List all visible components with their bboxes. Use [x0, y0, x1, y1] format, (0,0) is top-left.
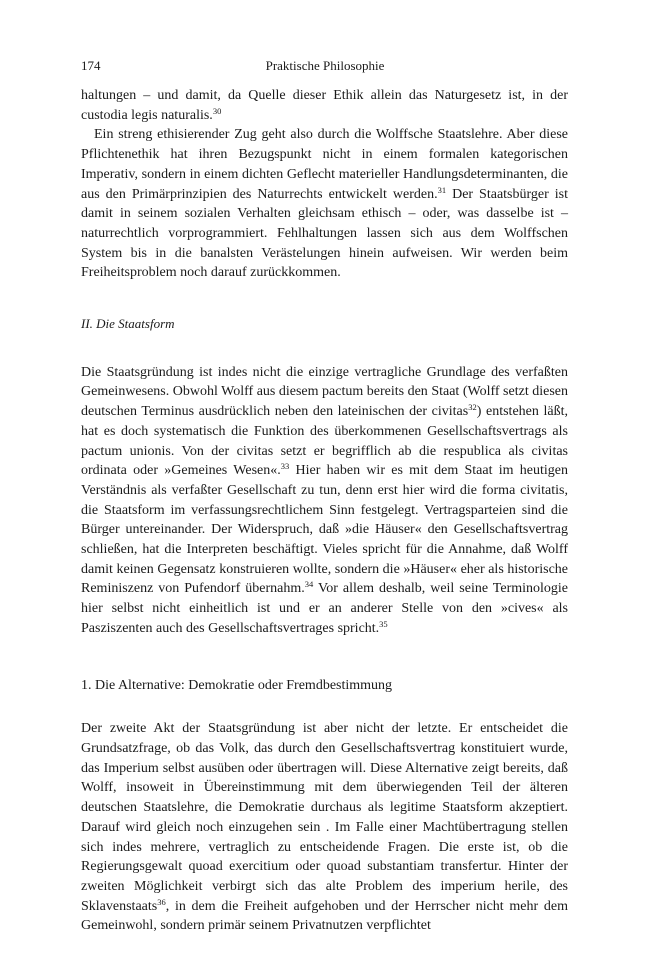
footnote-ref: 31: [437, 184, 447, 195]
footnote-ref: 35: [379, 618, 388, 629]
body-text: [81, 86, 568, 936]
footnote-ref: 33: [280, 461, 290, 472]
footnote-ref: 32: [468, 402, 477, 413]
text-run: Der zweite Akt der Staatsgründung ist aber nicht der letzte. Er entscheidet die Grundsatzfrage, ob das Volk, das durch den Gesellschaftsvertrag konstituiert wurde, das Imperium selbst ausüben oder übertragen will. Diese Alternative zeigt bereits, daß Wolff, insoweit in Übereinstimmung mit dem überwiegenden Teil der älteren deutschen Staatslehre, die Demokratie durchaus als legitime Staatsform akzeptiert. Darauf wird gleich noch einzugehen sein . Im Falle einer Machtübertragung stellen sich indes mehrere, vertraglich zu entscheidende Fragen. Die erste ist, ob die Regierungsgewalt quoad exercitium oder quoad substantiam transfertur. Hinter der zweiten Möglichkeit verbirgt sich das alte Problem des imperium herile, des Sklavenstaats: [81, 721, 568, 914]
footnote-ref: 30: [212, 105, 222, 116]
paragraph-2: [81, 125, 568, 283]
text-run: ) entstehen läßt, hat es doch systematisch die Funktion des überkommenen Gesellschaftsvertrags als pactum unionis. Von der civitas setzt er begrifflich ab die respublica als civitas ordinata oder »Gemeines Wesen«.: [81, 404, 568, 479]
text-run: Hier haben wir es mit dem Staat im heutigen Verständnis als verfaßter Gesellschaft zu tun, denn erst hier wird die forma civitatis, die Staatsform im verfassungsrechtlichem Sinn festgelegt. Vertragsparteien sind die Bürger untereinander. Der Widerspruch, daß »die Häuser« den Gesellschaftsvertrag schließen, hat die Interpreten beschäftigt. Vieles spricht für die Annahme, daß Wolff damit keinen Gegensatz konstruieren wollte, sondern die »Häuser« eher als historische Reminiszenz von Pufendorf übernahm.: [81, 463, 568, 597]
text-run: Ein streng ethisierender Zug geht also durch die Wolffsche Staatslehre. Aber diese Pflichtenethik hat ihren Bezugspunkt nicht in einem formalen kategorischen Imperativ, sondern in einem dichten Geflecht materieller Handlungsdeterminanten, die aus den Primärprinzipien des Naturrechts entwickelt werden.: [81, 127, 568, 202]
text-run: haltungen – und damit, da Quelle dieser Ethik allein das Naturgesetz ist, in der custodia legis naturalis.: [81, 88, 568, 123]
page-number: 174: [81, 58, 101, 73]
subsection-heading: 1. Die Alternative: Demokratie oder Fremdbestimmung: [81, 677, 393, 693]
paragraph-3: [81, 363, 568, 639]
text-run: Die Staatsgründung ist indes nicht die einzige vertragliche Grundlage des verfaßten Gemeinwesens. Obwohl Wolff aus diesem pactum bereits den Staat (Wolff setzt diesen deutschen Terminus ausdrücklich neben den lateinischen der civitas: [81, 364, 568, 420]
running-head: Praktische Philosophie: [265, 58, 385, 73]
paragraph-1: [81, 86, 568, 125]
section-heading: II. Die Staatsform: [81, 316, 175, 332]
footnote-ref: 36: [157, 896, 166, 907]
paragraph-4: [81, 719, 568, 936]
text-run: Vor allem deshalb, weil seine Terminologie hier selbst nicht einheitlich ist und er an anderer Stelle von den »cives« als Pasziszenten auch des Gesellschaftsvertrages spricht.: [81, 581, 568, 636]
text-run: , in dem die Freiheit aufgehoben und der Herrscher nicht mehr dem Gemeinwohl, sondern primär seinem Privatnutzen verpflichtet: [81, 898, 568, 934]
footnote-ref: 34: [304, 579, 314, 590]
text-run: Der Staatsbürger ist damit in seinem sozialen Verhalten gleichsam ethisch – oder, was dasselbe ist – naturrechtlich vorprogrammiert. Fehlhaltungen lassen sich aus dem Wolffschen System bis in die banalsten Verästelungen hinein aufweisen. Wir werden beim Freiheitsproblem noch darauf zurückkommen.: [81, 186, 568, 281]
